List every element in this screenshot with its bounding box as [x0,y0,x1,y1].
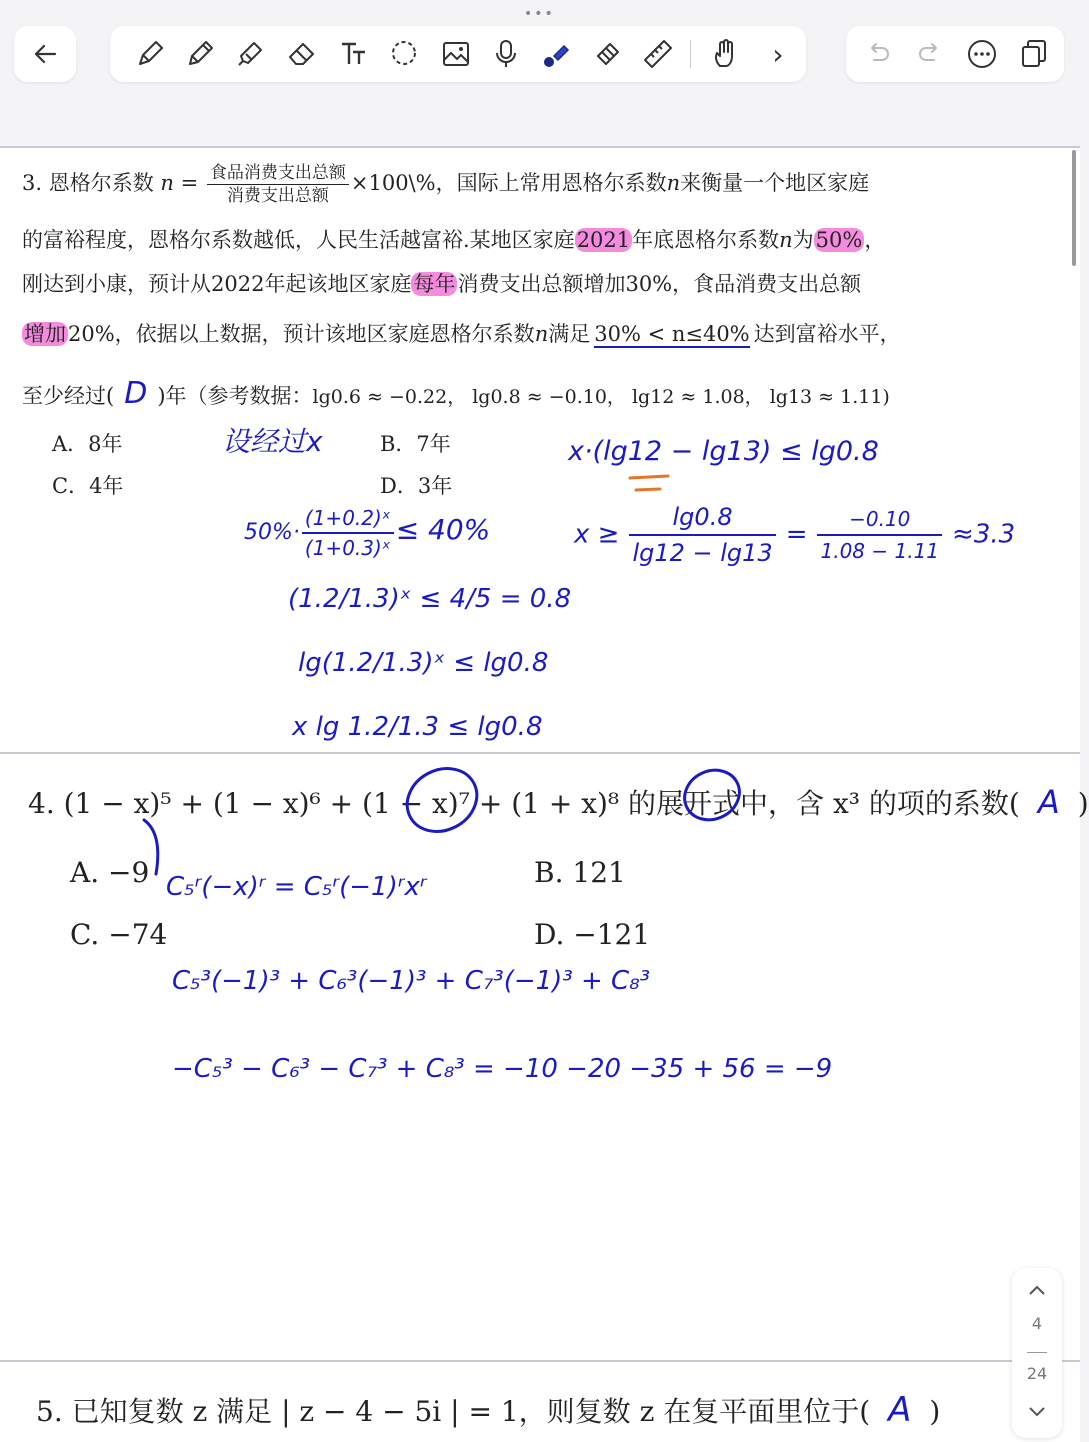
q4-stem: 4. (1 − x)⁵ + (1 − x)⁶ + (1 − x)⁷ + (1 + x)⁸ 的展开式中，含 x³ 的项的系数( A ) [28,783,1089,821]
lasso-tool-icon[interactable] [384,34,424,74]
q3-line-2: 的富裕程度，恩格尔系数越低，人民生活越富裕.某地区家庭2021年底恩格尔系数n为50%， [22,228,886,252]
redo-icon[interactable] [910,34,950,74]
toolbar-divider [690,40,691,68]
q4-work-2: C₅³(−1)³ + C₆³(−1)³ + C₇³(−1)³ + C₈³ [172,966,651,996]
engel-fraction: $\frac{\text{食品消费支出总额}}{\text{消费支出总额}}$ [207,162,349,207]
image-tool-icon[interactable] [436,34,476,74]
q3-option-a: A．8年 [52,432,123,456]
highlight-mark: 每年 [413,272,456,296]
q4-option-b: B. 121 [534,856,626,889]
q3-handwritten-answer: D [124,376,148,411]
vertical-scrollbar[interactable] [1072,150,1076,266]
q3-option-c: C．4年 [52,474,124,498]
q3-work-4: x lg 1.2/1.3 ≤ lg0.8 [292,712,543,742]
q3-work-setup: 设经过x [222,425,323,458]
q4-handwritten-answer: A [1037,783,1060,821]
q3-work-right-1: x·(lg12 − lg13) ≤ lg0.8 [568,436,879,467]
microphone-tool-icon[interactable] [486,34,526,74]
q4-option-a: A. −9 [70,856,150,889]
q3-work-1: 50%· $\frac{\text{(1+0.2)ˣ}}{\text{(1+0.3)ˣ}}$ ≤ 40% [244,506,491,560]
page-navigator [1012,1268,1062,1438]
q3-option-d: D．3年 [380,474,453,498]
text-tool-icon[interactable] [334,34,374,74]
q4-work-3: −C₅³ − C₆³ − C₇³ + C₈³ = −10 −20 −35 + 56 = −9 [172,1054,833,1084]
q4-option-d: D. −121 [534,918,651,951]
ruler-tool-icon[interactable] [638,34,678,74]
current-page[interactable]: 4 [1031,1314,1043,1333]
pages-icon[interactable] [1014,34,1054,74]
q5-stem: 5. 已知复数 z 满足 | z − 4 − 5i | = 1，则复数 z 在复平面里位于( A ) [36,1390,941,1430]
q3-line-4: 增加20%，依据以上数据，预计该地区家庭恩格尔系数n满足 30% < n≤40% 达到富裕水平， [24,322,901,346]
underlined-condition: 30% < n≤40% [594,322,750,346]
tape-tool-icon[interactable] [588,34,628,74]
highlight-mark: 2021 [576,228,631,252]
back-button[interactable] [14,26,76,82]
window-grabber[interactable]: ••• [524,6,555,22]
chevron-right-icon[interactable]: › [772,37,784,71]
touch-draw-icon[interactable] [706,34,746,74]
pen-tool-icon[interactable] [130,34,170,74]
page-up-icon[interactable] [1012,1282,1062,1301]
q3-work-2: (1.2/1.3)ˣ ≤ 4/5 = 0.8 [288,584,572,614]
question-divider [0,1360,1080,1362]
q5-handwritten-answer: A [888,1390,912,1430]
q4-work-1: C₅ʳ(−x)ʳ = C₅ʳ(−1)ʳxʳ [166,872,427,902]
more-options-icon[interactable] [962,34,1002,74]
drawing-tools [110,26,806,82]
highlighter-tool-icon[interactable] [230,34,270,74]
q3-line-1: 3. 恩格尔系数 n = $\frac{\text{食品消费支出总额}}{\text{消费支出总额}}$ ×100\%，国际上常用恩格尔系数n来衡量一个地区家庭 [22,163,870,206]
highlight-mark: 增加 [24,322,66,346]
q3-line-5: 至少经过( D )年（参考数据：lg0.6 ≈ −0.22， lg0.8 ≈ −0.10， lg12 ≈ 1.08， lg13 ≈ 1.11) [22,376,890,411]
page-down-icon[interactable] [1012,1404,1062,1423]
document-actions [846,26,1064,82]
arrow-left-icon [25,34,65,74]
q3-work-3: lg(1.2/1.3)ˣ ≤ lg0.8 [298,648,549,678]
highlight-mark: 50% [815,228,863,252]
page-separator [1027,1352,1047,1353]
question-divider [0,752,1080,754]
undo-icon[interactable] [858,34,898,74]
q3-option-b: B．7年 [380,432,451,456]
marker-tool-icon[interactable] [536,34,576,74]
eraser-tool-icon[interactable] [282,34,322,74]
pencil-tool-icon[interactable] [180,34,220,74]
q3-line-3: 刚达到小康，预计从2022年起该地区家庭每年消费支出总额增加30%，食品消费支出总额 [22,272,862,296]
total-pages: 24 [1026,1364,1048,1383]
toolbar [0,0,1080,118]
q3-work-right-2: x ≥ $\frac{\lg 0.8}{\lg 12 - \lg 13}$ = $\frac{-0.10}{1.08 - 1.11}$ ≈3.3 [574,500,1015,570]
q4-option-c: C. −74 [70,918,168,951]
